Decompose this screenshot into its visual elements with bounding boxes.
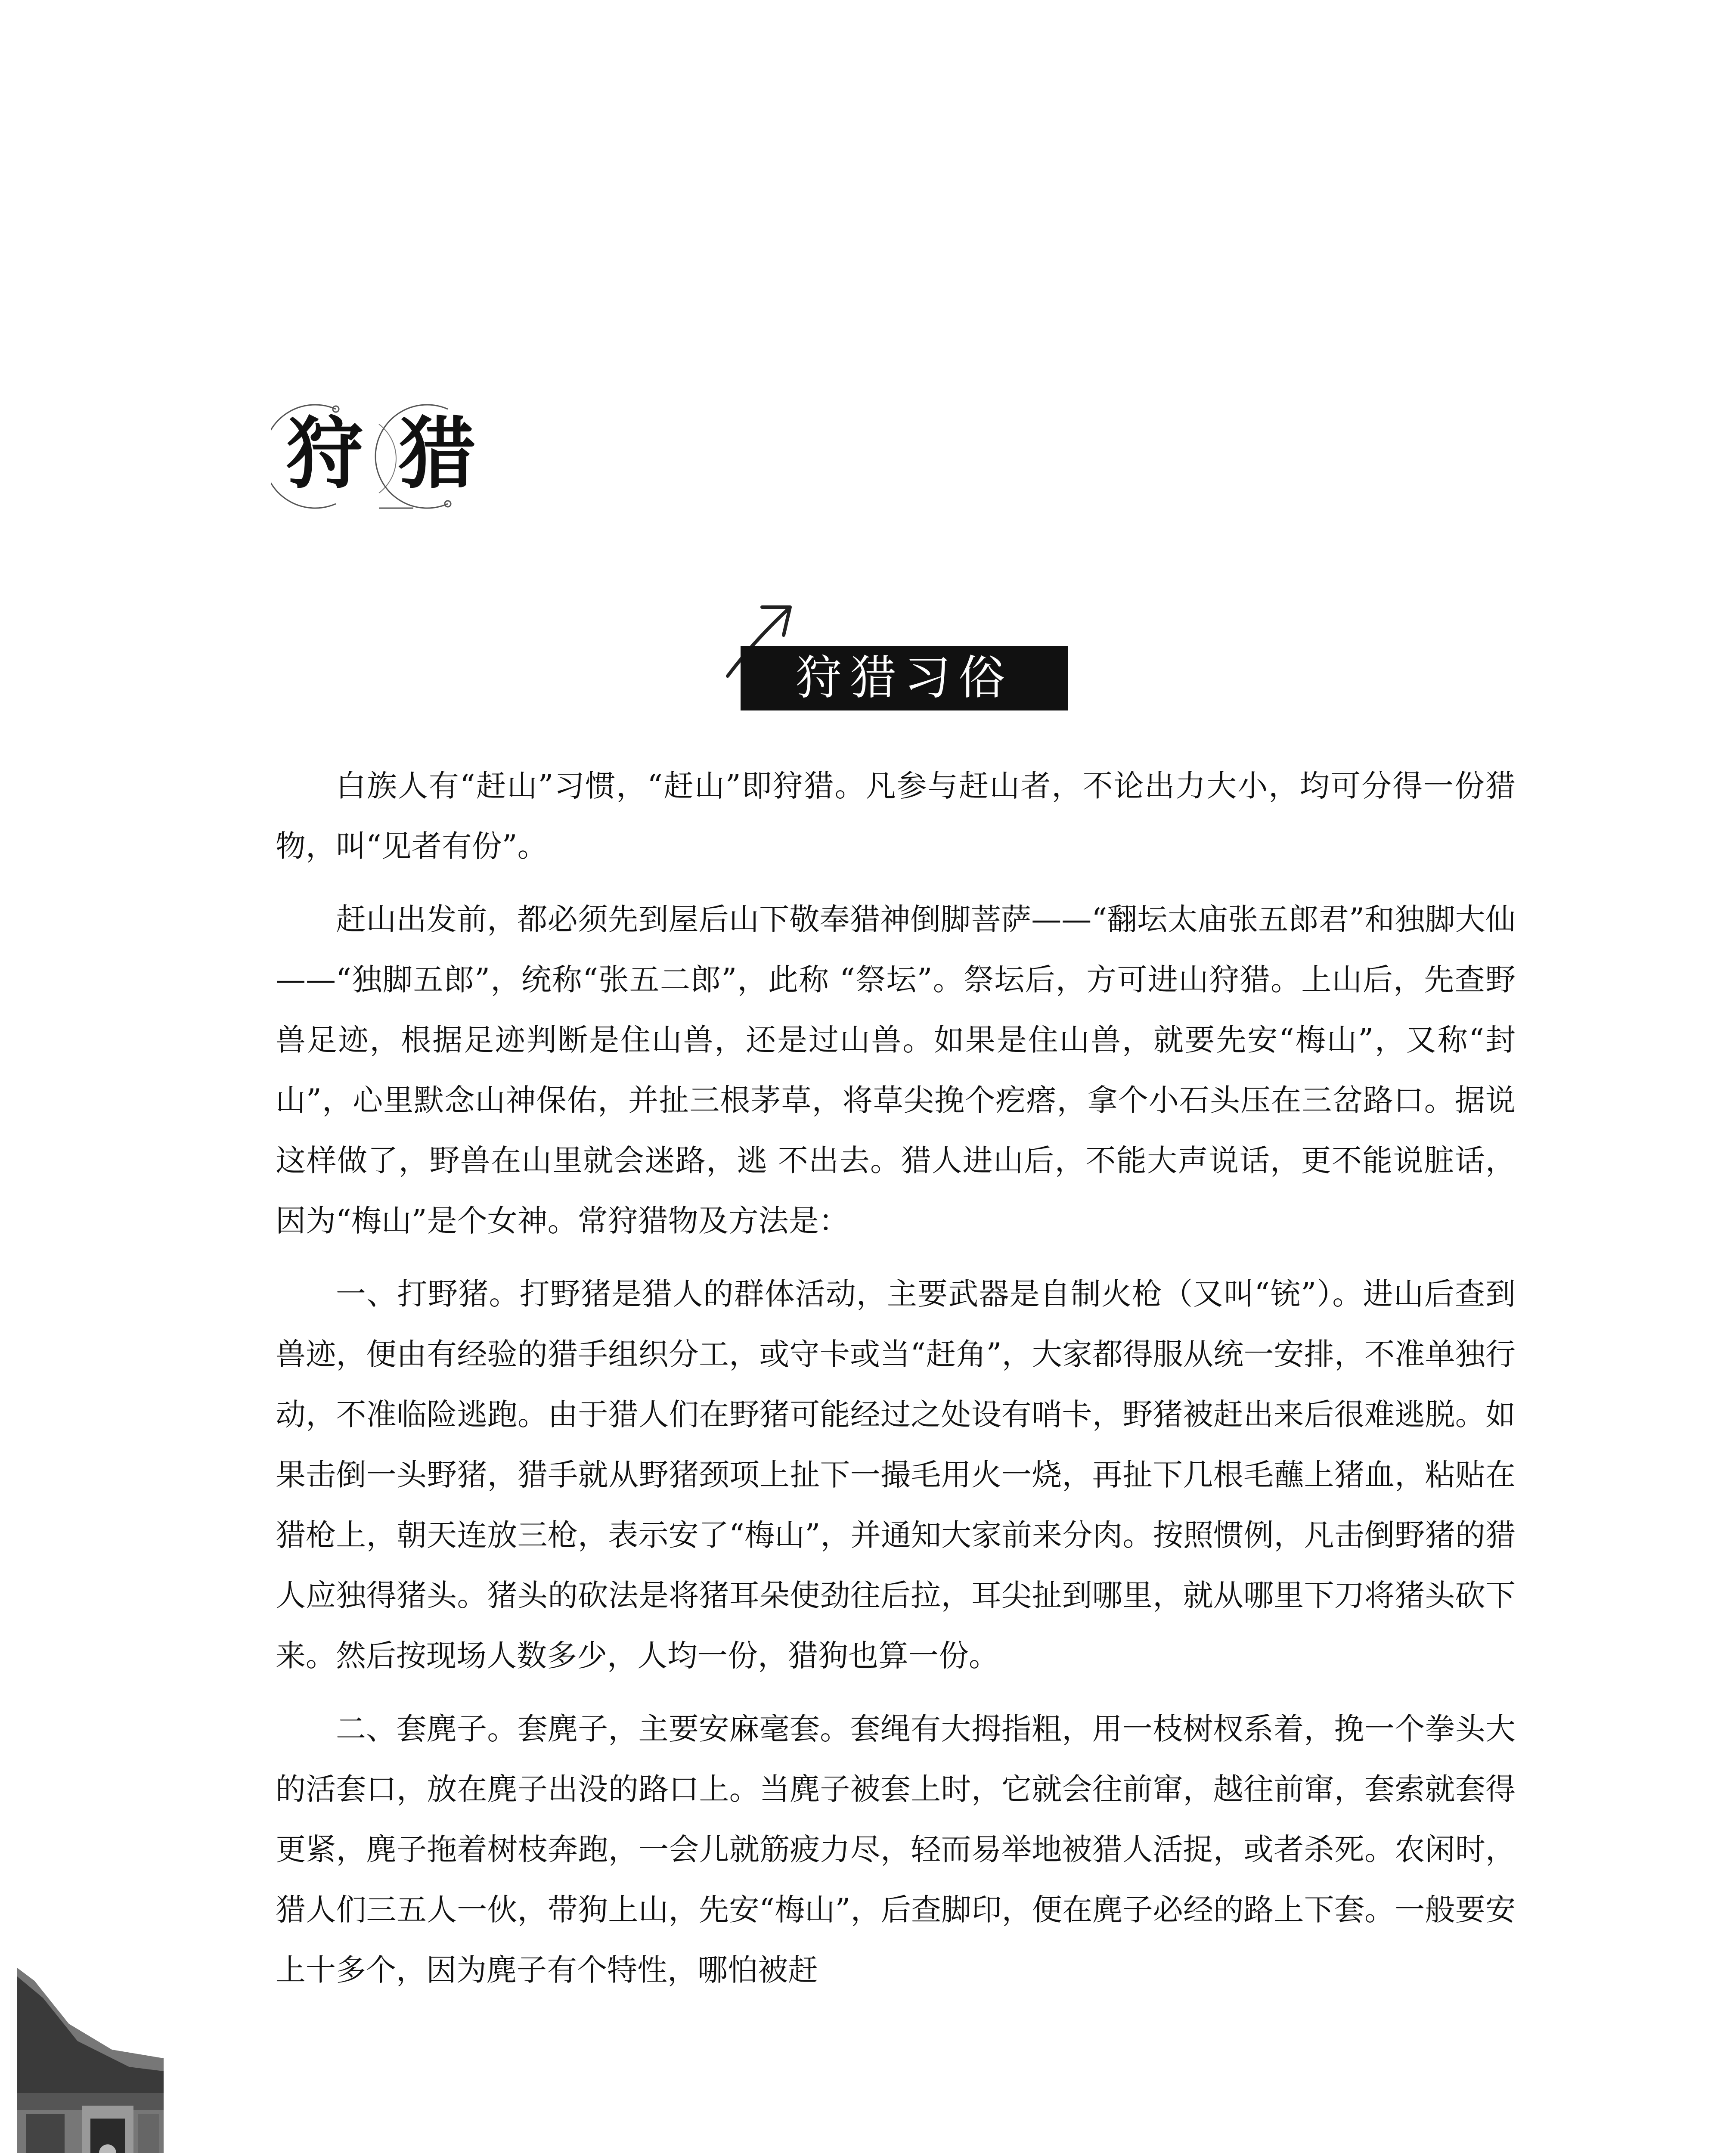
section-heading bbox=[715, 590, 1068, 715]
body-text bbox=[276, 756, 1516, 2013]
temple-photo bbox=[17, 1951, 164, 2153]
chapter-title-char-2: 猎 bbox=[398, 409, 476, 499]
chapter-title-char-1: 狩 bbox=[286, 409, 364, 499]
paragraph: 二、套麂子。套麂子，主要安麻毫套。套绳有大拇指粗，用一枝树杈系着，挽一个拳头大的活套口，放在麂子出没的路口上。当麂子被套上时，它就会往前窜，越往前窜，套索就套得更紧，麂子拖着树枝奔跑，一会儿就筋疲力尽，轻而易举地被猎人活捉，或者杀死。农闲时，猎人们三五人一伙，带狗上山，先安“梅山”，后查脚印，便在麂子必经的路上下套。一般要安上十多个，因为麂子有个特性，哪怕被赶 bbox=[276, 1711, 1516, 1988]
chapter-title bbox=[271, 400, 495, 512]
paragraph: 白族人有“赶山”习惯，“赶山”即狩猎。凡参与赶山者，不论出力大小，均可分得一份猎物，叫“见者有份”。 bbox=[276, 768, 1516, 864]
paragraph: 一、打野猪。打野猪是猎人的群体活动，主要武器是自制火枪（又叫“铳”）。进山后查到兽迹，便由有经验的猎手组织分工，或守卡或当“赶角”，大家都得服从统一安排，不准单独行动，不准临险逃跑。由于猎人们在野猪可能经过之处设有哨卡，野猪被赶出来后很难逃脱。如果击倒一头野猪，猎手就从野猪颈项上扯下一撮毛用火一烧，再扯下几根毛蘸上猪血，粘贴在猎枪上，朝天连放三枪，表示安了“梅山”，并通知大家前来分肉。按照惯例，凡击倒野猪的猎人应独得猪头。猪头的砍法是将猪耳朵使劲往后拉，耳尖扯到哪里，就从哪里下刀将猪头砍下来。然后按现场人数多少，人均一份，猎狗也算一份。 bbox=[276, 1276, 1516, 1673]
section-heading-label: 狩猎习俗 bbox=[741, 646, 1068, 710]
paragraph: 赶山出发前，都必须先到屋后山下敬奉猎神倒脚菩萨——“翻坛太庙张五郎君”和独脚大仙——“独脚五郎”，统称“张五二郎”，此称 “祭坛”。祭坛后，方可进山狩猎。上山后，先查野兽足迹，根据足迹判断是住山兽，还是过山兽。如果是住山兽，就要先安“梅山”，又称“封山”，心里默念山神保佑，并扯三根茅草，将草尖挽个疙瘩，拿个小石头压在三岔路口。据说这样做了，野兽在山里就会迷路，逃 不出去。猎人进山后，不能大声说话，更不能说脏话，因为“梅山”是个女神。常狩猎物及方法是： bbox=[276, 902, 1516, 1238]
temple-image bbox=[17, 1951, 164, 2153]
